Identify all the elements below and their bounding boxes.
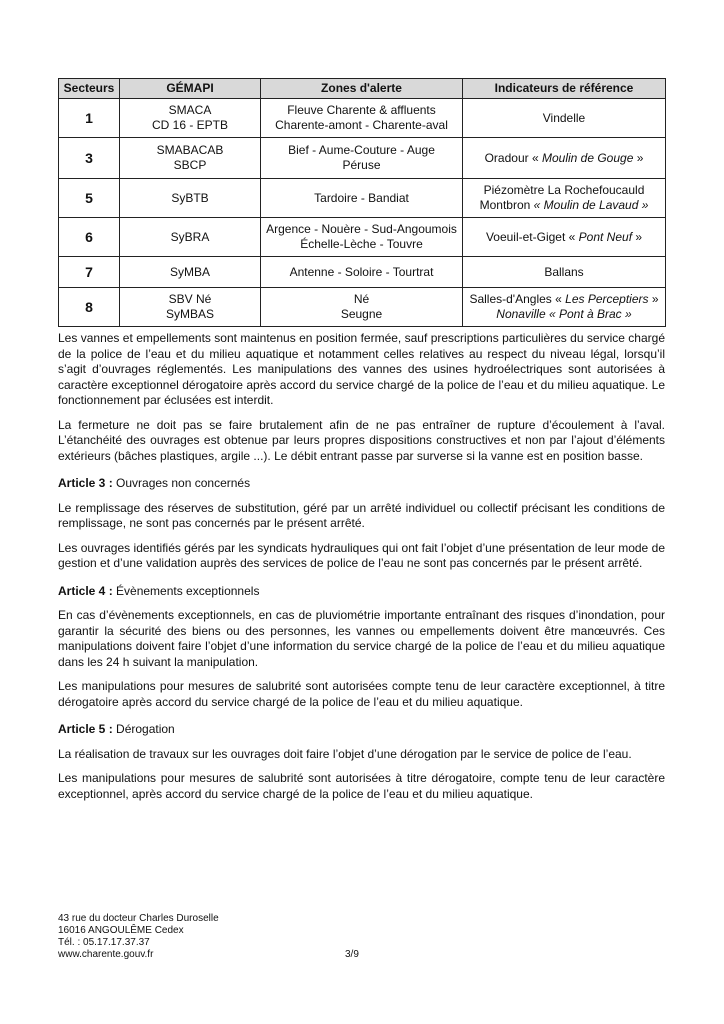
table-row — [59, 179, 666, 218]
zones-cell — [261, 138, 463, 179]
paragraph: La fermeture ne doit pas se faire brutalement afin de ne pas entraîner de rupture d’écoulement à l’aval. L’étanchéité des ouvrages est obtenue par leurs propres dispositions constructives et non par l’ajout d’éléments extérieurs (bâches plastiques, argile ...). Le débit entrant passe par surverse si la vanne est en position basse. — [58, 417, 665, 463]
zones-cell — [261, 179, 463, 218]
gemapi-cell-line: SMABACAB — [156, 143, 224, 157]
sector-cell: 1 — [59, 99, 120, 138]
indicator-text: Oradour « — [484, 150, 542, 165]
indicator-site-name: Les Perceptiers — [565, 292, 649, 306]
zones-cell-line: Échelle-Lèche - Touvre — [300, 237, 423, 251]
indicator-cell — [463, 138, 666, 179]
indicator-line — [466, 265, 662, 280]
gemapi-cell-line: SBCP — [173, 158, 207, 172]
indicator-text-after: » — [632, 229, 643, 244]
paragraph: En cas d’évènements exceptionnels, en cas de pluviométrie importante entraînant des risques d’inondation, pour garantir la sécurité des biens ou des personnes, les vannes ou empellements doivent être manœuvrés. Ces manipulations doivent faire l’objet d’une information du service chargé de la police de l’eau et du milieu aquatique dans les 24 h suivant la manipulation. — [58, 608, 665, 669]
footer-website[interactable]: www.charente.gouv.fr — [58, 949, 154, 960]
header-indicateurs: Indicateurs de référence — [463, 79, 666, 99]
indicator-text: Voeuil-et-Giget « — [485, 229, 579, 244]
indicator-line — [466, 230, 662, 245]
table-row — [59, 99, 666, 138]
indicator-line — [466, 307, 662, 322]
indicator-site-name: Moulin de Gouge — [541, 150, 634, 165]
sector-cell: 8 — [59, 288, 120, 327]
table-row — [59, 288, 666, 327]
zones-cell-line: Tardoire - Bandiat — [314, 190, 409, 205]
gemapi-cell — [120, 218, 261, 257]
gemapi-cell-line: SyBTB — [171, 190, 209, 205]
zones-cell — [261, 288, 463, 327]
indicator-text-after: » — [648, 292, 659, 306]
gemapi-cell — [120, 138, 261, 179]
gemapi-cell-line: SMACA — [168, 103, 212, 117]
table-header-row — [59, 79, 666, 99]
footer-address — [58, 913, 219, 961]
alert-zones-table — [58, 78, 666, 327]
indicator-cell — [463, 179, 666, 218]
table-row — [59, 218, 666, 257]
gemapi-cell — [120, 99, 261, 138]
zones-cell-line: Bief - Aume-Couture - Auge — [288, 143, 435, 157]
paragraph: Les manipulations pour mesures de salubrité sont autorisées à titre dérogatoire, compte tenu de leur caractère exceptionnel, après accord du service chargé de la police de l’eau et du milieu aquatique. — [58, 771, 665, 801]
article-title: Ouvrages non concernés — [112, 476, 251, 490]
paragraph: Les ouvrages identifiés gérés par les syndicats hydrauliques qui ont fait l’objet d’une présentation de leur mode de gestion et d’une validation auprès des services de police de l’eau ne sont pas concernés par le présent arrêté. — [58, 540, 665, 570]
indicator-site-name: « Moulin de Lavaud » — [533, 198, 649, 212]
paragraph: Le remplissage des réserves de substitution, géré par un arrêté individuel ou collectif précisant les conditions de remplissage, ne sont pas concernés par le présent arrêté. — [58, 500, 665, 530]
zones-cell-line: Péruse — [342, 158, 381, 172]
indicator-line — [466, 292, 662, 307]
zones-cell-line: Antenne - Soloire - Tourtrat — [289, 264, 434, 279]
zones-cell-line: Seugne — [340, 307, 383, 321]
indicator-text-after: » — [633, 150, 644, 165]
header-zones: Zones d'alerte — [261, 79, 463, 99]
article-heading — [58, 722, 665, 738]
indicator-site-name: Nonaville « Pont à Brac » — [496, 307, 632, 321]
gemapi-cell — [120, 257, 261, 288]
indicator-cell — [463, 99, 666, 138]
sector-cell: 7 — [59, 257, 120, 288]
indicator-site-name: Pont Neuf — [578, 229, 633, 244]
paragraph: Les vannes et empellements sont maintenus en position fermée, sauf prescriptions particulières du service chargé de la police de l’eau et du milieu aquatique et notamment celles relatives au respect du niveau légal, lorsqu’il s’agit d’ouvrages réglementés. Les manipulations des vannes des usines hydroélectriques sont autorisées à caractère exceptionnel dérogatoire après accord du service chargé de la police de l’eau et du milieu aquatique. Le fonctionnement par éclusées est interdit. — [58, 331, 665, 407]
table-row — [59, 138, 666, 179]
zones-cell — [261, 99, 463, 138]
sector-cell: 6 — [59, 218, 120, 257]
indicator-line — [466, 151, 662, 166]
indicator-text: Ballans — [544, 264, 584, 279]
article-label: Article 5 : — [58, 722, 113, 736]
sector-cell: 5 — [59, 179, 120, 218]
indicator-line — [466, 198, 662, 213]
zones-cell-line: Argence - Nouère - Sud-Angoumois — [266, 222, 457, 236]
zones-cell — [261, 257, 463, 288]
paragraph: La réalisation de travaux sur les ouvrages doit faire l’objet d’une dérogation par le service de police de l’eau. — [58, 746, 632, 761]
header-secteurs: Secteurs — [59, 79, 120, 99]
indicator-line — [466, 111, 662, 126]
zones-cell — [261, 218, 463, 257]
article-label: Article 4 : — [58, 583, 113, 598]
footer-city: 16016 ANGOULÊME Cedex — [58, 925, 184, 936]
table-row — [59, 257, 666, 288]
paragraph: Les manipulations pour mesures de salubrité sont autorisées compte tenu de leur caractère exceptionnel, à titre dérogatoire après accord du service chargé de la police de l’eau et du milieu aquatique. — [58, 679, 665, 709]
indicator-text: Vindelle — [542, 110, 586, 125]
article-title: Dérogation — [112, 722, 175, 736]
gemapi-cell-line: SBV Né — [168, 292, 212, 306]
zones-cell-line: Fleuve Charente & affluents — [287, 103, 436, 117]
indicator-text: Salles-d'Angles « — [469, 292, 566, 306]
document-page — [58, 78, 665, 802]
indicator-text: Montbron — [479, 198, 534, 212]
gemapi-cell-line: SyMBA — [169, 264, 210, 279]
indicator-text: Piézomètre La Rochefoucauld — [483, 183, 645, 197]
indicator-cell — [463, 288, 666, 327]
footer-phone: Tél. : 05.17.17.37.37 — [58, 937, 150, 948]
zones-cell-line: Né — [353, 292, 370, 306]
indicator-line — [466, 183, 662, 198]
gemapi-cell — [120, 179, 261, 218]
gemapi-cell-line: SyBRA — [170, 229, 210, 244]
indicator-cell — [463, 218, 666, 257]
article-title: Évènements exceptionnels — [112, 583, 260, 598]
gemapi-cell-line: CD 16 - EPTB — [151, 118, 229, 132]
article-heading — [58, 584, 665, 600]
indicator-cell — [463, 257, 666, 288]
page-number: 3/9 — [345, 949, 359, 960]
article-heading — [58, 476, 665, 492]
header-gemapi: GÉMAPI — [120, 79, 261, 99]
zones-cell-line: Charente-amont - Charente-aval — [275, 118, 448, 132]
footer-street: 43 rue du docteur Charles Duroselle — [58, 913, 219, 924]
gemapi-cell — [120, 288, 261, 327]
article-label: Article 3 : — [58, 476, 113, 490]
sector-cell: 3 — [59, 138, 120, 179]
gemapi-cell-line: SyMBAS — [165, 307, 214, 321]
